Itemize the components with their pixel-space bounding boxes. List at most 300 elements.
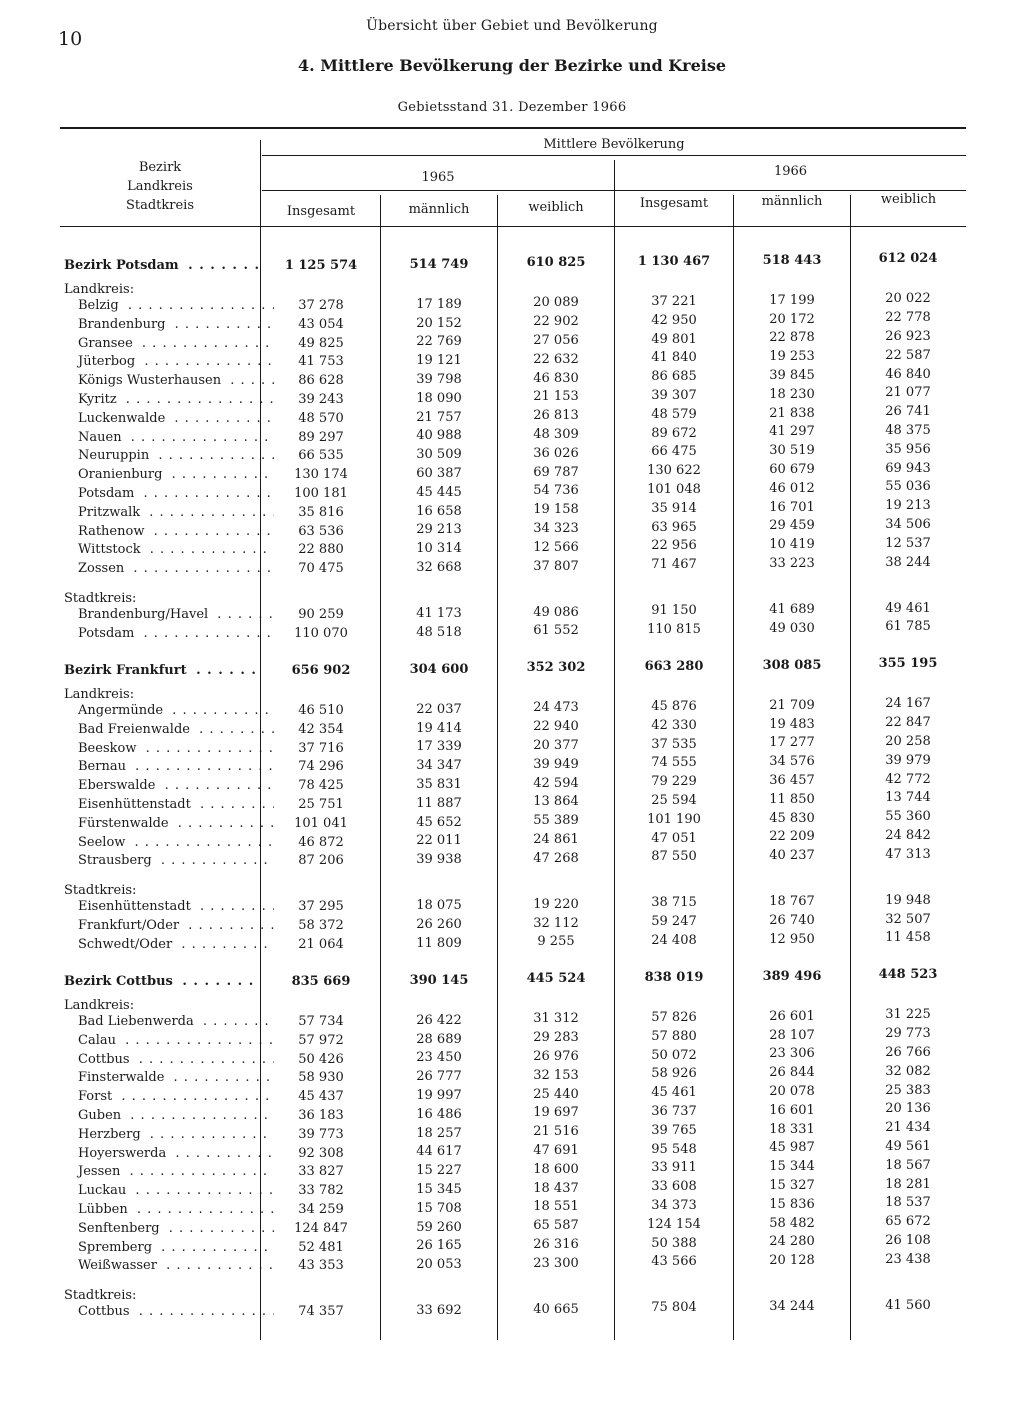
bezirk-label bbox=[60, 662, 260, 680]
value-insgesamt-1966: 38 715 bbox=[651, 895, 697, 911]
value-weiblich-1966: 38 244 bbox=[885, 554, 931, 570]
kreis-label bbox=[60, 466, 274, 484]
value-maennlich-1966: 26 844 bbox=[769, 1065, 815, 1081]
value-insgesamt-1965: 87 206 bbox=[298, 853, 344, 869]
value-insgesamt-1966: 50 072 bbox=[651, 1047, 697, 1063]
value-insgesamt-1966: 45 461 bbox=[651, 1085, 697, 1101]
value-weiblich-1966: 20 022 bbox=[885, 291, 931, 307]
value-weiblich-1966: 18 537 bbox=[885, 1195, 931, 1211]
table-subtitle: Gebietsstand 31. Dezember 1966 bbox=[397, 100, 627, 115]
value-insgesamt-1966: 66 475 bbox=[651, 444, 697, 460]
value-weiblich-1965: 24 473 bbox=[533, 700, 579, 716]
value-maennlich-1965: 30 509 bbox=[416, 447, 462, 463]
value-maennlich-1966: 18 331 bbox=[769, 1121, 815, 1137]
value-insgesamt-1965: 70 475 bbox=[298, 561, 344, 577]
row-label-text: Potsdam bbox=[78, 486, 138, 501]
group-heading: Mittlere Bevölkerung bbox=[543, 137, 685, 152]
value-weiblich-1965: 47 268 bbox=[533, 850, 579, 866]
stub-heading-landkreis: Landkreis bbox=[127, 179, 193, 194]
value-weiblich-1965: 42 594 bbox=[533, 775, 579, 791]
value-weiblich-1966: 19 213 bbox=[885, 498, 931, 514]
value-weiblich-1966: 42 772 bbox=[885, 771, 931, 787]
value-maennlich-1966: 17 199 bbox=[769, 292, 815, 308]
value-weiblich-1966: 21 077 bbox=[885, 385, 931, 401]
kreis-label bbox=[60, 917, 274, 935]
kreis-label bbox=[60, 1220, 274, 1238]
value-insgesamt-1966: 33 608 bbox=[651, 1179, 697, 1195]
kreis-label bbox=[60, 410, 274, 428]
value-insgesamt-1965: 92 308 bbox=[298, 1145, 344, 1161]
running-head: Übersicht über Gebiet und Bevölkerung bbox=[366, 18, 658, 34]
value-maennlich-1966: 16 701 bbox=[769, 499, 815, 515]
value-maennlich-1966: 19 253 bbox=[769, 349, 815, 365]
kreis-label bbox=[60, 1239, 274, 1257]
value-weiblich-1965: 22 902 bbox=[533, 314, 579, 330]
value-insgesamt-1965: 36 183 bbox=[298, 1108, 344, 1123]
col-heading-maennlich-1966: männlich bbox=[761, 194, 823, 209]
value-weiblich-1966: 49 561 bbox=[885, 1139, 931, 1154]
value-insgesamt-1965: 78 425 bbox=[298, 778, 344, 794]
value-weiblich-1965: 31 312 bbox=[533, 1011, 579, 1027]
value-maennlich-1965: 32 668 bbox=[416, 559, 462, 575]
value-weiblich-1965: 26 316 bbox=[533, 1237, 579, 1252]
value-maennlich-1965: 19 121 bbox=[416, 353, 462, 369]
value-maennlich-1966: 18 230 bbox=[769, 386, 815, 402]
value-maennlich-1966: 26 740 bbox=[769, 912, 815, 928]
value-maennlich-1965: 26 422 bbox=[416, 1012, 462, 1028]
value-weiblich-1965: 13 864 bbox=[533, 794, 579, 810]
value-insgesamt-1966: 75 804 bbox=[651, 1300, 697, 1316]
value-maennlich-1965: 39 798 bbox=[416, 371, 462, 387]
bezirk-row bbox=[0, 656, 1024, 680]
row-label-text: Cottbus bbox=[78, 1052, 134, 1067]
value-weiblich-1965: 34 323 bbox=[533, 521, 579, 536]
kreis-label bbox=[60, 702, 274, 720]
kreis-label bbox=[60, 625, 274, 643]
value-insgesamt-1966: 34 373 bbox=[651, 1198, 697, 1213]
value-insgesamt-1966: 101 048 bbox=[647, 482, 701, 497]
row-label-text: Cottbus bbox=[78, 1304, 134, 1319]
value-maennlich-1965: 35 831 bbox=[416, 776, 462, 792]
value-insgesamt-1966: 838 019 bbox=[644, 970, 704, 985]
value-insgesamt-1965: 35 816 bbox=[298, 504, 344, 520]
kreis-label bbox=[60, 541, 274, 559]
value-insgesamt-1966: 47 051 bbox=[651, 830, 697, 846]
value-weiblich-1965: 19 158 bbox=[533, 502, 579, 518]
value-weiblich-1965: 18 437 bbox=[533, 1180, 579, 1196]
kreis-label bbox=[60, 429, 274, 447]
bezirk-row bbox=[0, 251, 1024, 275]
value-maennlich-1966: 18 767 bbox=[769, 894, 815, 910]
value-weiblich-1966: 22 847 bbox=[885, 715, 931, 731]
value-maennlich-1965: 23 450 bbox=[416, 1050, 462, 1066]
value-weiblich-1965: 39 949 bbox=[533, 756, 579, 772]
row-label-text: Potsdam bbox=[78, 626, 138, 641]
value-insgesamt-1965: 57 734 bbox=[298, 1014, 344, 1029]
value-maennlich-1965: 41 173 bbox=[416, 605, 462, 621]
kreis-label bbox=[60, 1088, 274, 1106]
value-maennlich-1965: 18 090 bbox=[416, 390, 462, 406]
value-maennlich-1966: 30 519 bbox=[769, 443, 815, 459]
value-insgesamt-1965: 110 070 bbox=[294, 626, 348, 641]
value-insgesamt-1966: 110 815 bbox=[647, 622, 701, 637]
value-maennlich-1966: 389 496 bbox=[762, 968, 822, 984]
value-insgesamt-1965: 50 426 bbox=[298, 1051, 344, 1067]
value-maennlich-1965: 16 658 bbox=[416, 503, 462, 519]
value-maennlich-1965: 390 145 bbox=[409, 972, 469, 988]
value-maennlich-1966: 36 457 bbox=[769, 772, 815, 788]
value-insgesamt-1965: 45 437 bbox=[298, 1089, 344, 1105]
value-weiblich-1965: 18 551 bbox=[533, 1199, 579, 1215]
value-maennlich-1965: 22 037 bbox=[416, 701, 462, 717]
value-weiblich-1966: 55 360 bbox=[885, 809, 931, 825]
kreis-label bbox=[60, 297, 274, 315]
kreis-label bbox=[60, 353, 274, 371]
value-maennlich-1965: 11 809 bbox=[416, 935, 462, 951]
row-label-text: Beeskow bbox=[78, 741, 140, 756]
value-weiblich-1966: 18 567 bbox=[885, 1157, 931, 1173]
value-maennlich-1965: 45 445 bbox=[416, 484, 462, 500]
value-weiblich-1966: 49 461 bbox=[885, 600, 931, 616]
value-maennlich-1966: 41 689 bbox=[769, 601, 815, 617]
table-title: 4. Mittlere Bevölkerung der Bezirke und Kreise bbox=[297, 56, 727, 75]
value-maennlich-1965: 22 769 bbox=[416, 334, 462, 350]
value-weiblich-1965: 29 283 bbox=[533, 1030, 579, 1046]
row-label-text: Lübben bbox=[78, 1202, 132, 1217]
value-weiblich-1966: 41 560 bbox=[885, 1297, 931, 1313]
value-weiblich-1966: 26 766 bbox=[885, 1045, 931, 1060]
value-maennlich-1966: 41 297 bbox=[769, 424, 815, 440]
value-maennlich-1965: 514 749 bbox=[409, 256, 469, 272]
value-weiblich-1965: 21 516 bbox=[533, 1124, 579, 1140]
value-weiblich-1966: 12 537 bbox=[885, 535, 931, 551]
value-maennlich-1965: 59 260 bbox=[416, 1219, 462, 1235]
kreis-label bbox=[60, 1182, 274, 1200]
row-label-text: Königs Wusterhausen bbox=[78, 373, 225, 388]
kreis-label bbox=[60, 852, 274, 870]
col-heading-weiblich-1966: weiblich bbox=[880, 192, 937, 207]
value-weiblich-1966: 34 506 bbox=[885, 517, 931, 532]
row-label-text: Oranienburg bbox=[78, 467, 166, 482]
value-insgesamt-1966: 37 535 bbox=[651, 736, 697, 752]
kreis-label bbox=[60, 1163, 274, 1181]
value-maennlich-1966: 33 223 bbox=[769, 555, 815, 571]
value-insgesamt-1965: 86 628 bbox=[298, 373, 344, 389]
value-maennlich-1965: 60 387 bbox=[416, 465, 462, 481]
value-insgesamt-1965: 49 825 bbox=[298, 335, 344, 351]
value-insgesamt-1965: 48 570 bbox=[298, 410, 344, 426]
value-maennlich-1965: 18 075 bbox=[416, 898, 462, 914]
value-weiblich-1966: 24 842 bbox=[885, 828, 931, 843]
value-insgesamt-1965: 90 259 bbox=[298, 607, 344, 623]
value-maennlich-1965: 22 011 bbox=[416, 833, 462, 849]
row-label-text: Wittstock bbox=[78, 542, 145, 557]
value-maennlich-1966: 34 244 bbox=[769, 1299, 815, 1315]
value-insgesamt-1965: 21 064 bbox=[298, 937, 344, 952]
value-insgesamt-1966: 35 914 bbox=[651, 500, 697, 516]
value-weiblich-1966: 61 785 bbox=[885, 619, 931, 635]
value-maennlich-1965: 39 938 bbox=[416, 852, 462, 868]
value-weiblich-1965: 46 830 bbox=[533, 370, 579, 386]
value-maennlich-1965: 44 617 bbox=[416, 1144, 462, 1160]
value-weiblich-1965: 65 587 bbox=[533, 1218, 579, 1234]
value-insgesamt-1965: 37 716 bbox=[298, 740, 344, 756]
value-maennlich-1965: 48 518 bbox=[416, 624, 462, 640]
row-label-text: Weißwasser bbox=[78, 1258, 161, 1273]
value-weiblich-1966: 25 383 bbox=[885, 1082, 931, 1098]
value-weiblich-1966: 448 523 bbox=[878, 967, 938, 983]
value-insgesamt-1966: 74 555 bbox=[651, 755, 697, 771]
value-maennlich-1966: 15 836 bbox=[769, 1196, 815, 1212]
value-weiblich-1966: 35 956 bbox=[885, 441, 931, 457]
value-insgesamt-1965: 41 753 bbox=[298, 354, 344, 370]
header-bottom-rule bbox=[60, 226, 966, 227]
value-maennlich-1966: 17 277 bbox=[769, 735, 815, 751]
table-row bbox=[0, 846, 1024, 870]
value-insgesamt-1966: 41 840 bbox=[651, 350, 697, 366]
kreis-label bbox=[60, 1069, 274, 1087]
kreis-label bbox=[60, 523, 274, 541]
row-label-text: Strausberg bbox=[78, 853, 156, 868]
value-insgesamt-1966: 39 307 bbox=[651, 388, 697, 403]
value-maennlich-1966: 58 482 bbox=[769, 1215, 815, 1231]
bezirk-row bbox=[0, 967, 1024, 991]
row-label-text: Bad Liebenwerda bbox=[78, 1014, 198, 1029]
value-insgesamt-1965: 58 930 bbox=[298, 1070, 344, 1086]
year-1966-heading: 1966 bbox=[773, 164, 808, 179]
value-insgesamt-1966: 25 594 bbox=[651, 793, 697, 808]
kreis-label bbox=[60, 936, 274, 954]
kreis-label bbox=[60, 815, 274, 833]
value-maennlich-1965: 40 988 bbox=[416, 428, 462, 444]
value-insgesamt-1966: 89 672 bbox=[651, 425, 697, 441]
value-maennlich-1966: 40 237 bbox=[769, 848, 815, 864]
row-label-text: Senftenberg bbox=[78, 1221, 164, 1236]
header-group-rule bbox=[262, 155, 966, 156]
value-insgesamt-1966: 43 566 bbox=[651, 1254, 697, 1270]
row-label-text: Fürstenwalde bbox=[78, 816, 173, 831]
value-maennlich-1965: 10 314 bbox=[416, 541, 462, 557]
value-maennlich-1965: 20 053 bbox=[416, 1257, 462, 1273]
kreis-label bbox=[60, 721, 274, 739]
value-weiblich-1965: 352 302 bbox=[526, 660, 586, 676]
value-weiblich-1966: 65 672 bbox=[885, 1214, 931, 1230]
value-maennlich-1965: 26 777 bbox=[416, 1069, 462, 1085]
value-weiblich-1965: 610 825 bbox=[526, 255, 586, 271]
value-maennlich-1965: 15 345 bbox=[416, 1181, 462, 1197]
row-label-text: Landkreis: bbox=[64, 998, 138, 1013]
value-insgesamt-1965: 124 847 bbox=[294, 1220, 348, 1236]
row-label-text: Jessen bbox=[78, 1164, 124, 1179]
value-insgesamt-1966: 57 826 bbox=[651, 1010, 697, 1025]
row-label-text: Stadtkreis: bbox=[64, 591, 140, 606]
year-1965-heading: 1965 bbox=[421, 170, 455, 185]
value-maennlich-1966: 45 830 bbox=[769, 810, 815, 826]
value-insgesamt-1966: 22 956 bbox=[651, 538, 697, 554]
value-weiblich-1966: 47 313 bbox=[885, 846, 931, 862]
row-label-text: Seelow bbox=[78, 835, 129, 850]
value-weiblich-1965: 9 255 bbox=[537, 934, 575, 950]
value-weiblich-1965: 24 861 bbox=[533, 832, 579, 847]
kreis-label bbox=[60, 1126, 274, 1144]
col-heading-insgesamt-1966: Insgesamt bbox=[639, 196, 709, 211]
value-maennlich-1965: 33 692 bbox=[416, 1303, 462, 1319]
value-maennlich-1966: 22 878 bbox=[769, 330, 815, 346]
value-maennlich-1966: 12 950 bbox=[769, 931, 815, 947]
value-insgesamt-1966: 42 330 bbox=[651, 717, 697, 733]
value-maennlich-1965: 16 486 bbox=[416, 1106, 462, 1122]
value-weiblich-1965: 36 026 bbox=[533, 445, 579, 461]
value-maennlich-1966: 11 850 bbox=[769, 791, 815, 807]
kreis-label bbox=[60, 740, 274, 758]
value-weiblich-1966: 39 979 bbox=[885, 752, 931, 768]
value-insgesamt-1965: 43 353 bbox=[298, 1258, 344, 1274]
row-label-text: Rathenow bbox=[78, 524, 148, 539]
value-insgesamt-1966: 45 876 bbox=[651, 699, 697, 714]
table-top-rule bbox=[60, 127, 966, 129]
value-weiblich-1966: 19 948 bbox=[885, 892, 931, 908]
value-maennlich-1966: 28 107 bbox=[769, 1027, 815, 1043]
table-row bbox=[0, 1297, 1024, 1321]
row-label-text: Bezirk Frankfurt bbox=[64, 663, 191, 678]
row-label-text: Bezirk Potsdam bbox=[64, 258, 183, 273]
row-label-text: Neuruppin bbox=[78, 448, 153, 463]
kreis-label bbox=[60, 1032, 274, 1050]
row-label-text: Gransee bbox=[78, 336, 137, 351]
value-insgesamt-1966: 48 579 bbox=[651, 406, 697, 422]
value-maennlich-1966: 46 012 bbox=[769, 480, 815, 496]
row-label-text: Eisenhüttenstadt bbox=[78, 797, 195, 812]
value-weiblich-1965: 25 440 bbox=[533, 1086, 579, 1102]
value-maennlich-1965: 29 213 bbox=[416, 522, 462, 538]
row-label-text: Stadtkreis: bbox=[64, 1288, 140, 1303]
value-weiblich-1966: 32 082 bbox=[885, 1063, 931, 1079]
value-insgesamt-1965: 42 354 bbox=[298, 721, 344, 737]
value-insgesamt-1965: 34 259 bbox=[298, 1202, 344, 1217]
value-insgesamt-1966: 37 221 bbox=[651, 294, 697, 309]
kreis-label bbox=[60, 316, 274, 334]
row-label-text: Kyritz bbox=[78, 392, 121, 407]
value-weiblich-1965: 18 600 bbox=[533, 1161, 579, 1177]
value-weiblich-1966: 13 744 bbox=[885, 790, 931, 806]
col-heading-insgesamt-1965: Insgesamt bbox=[286, 204, 356, 219]
value-maennlich-1966: 22 209 bbox=[769, 829, 815, 845]
row-label-text: Stadtkreis: bbox=[64, 883, 140, 898]
value-maennlich-1965: 17 339 bbox=[416, 739, 462, 755]
value-weiblich-1966: 46 840 bbox=[885, 366, 931, 382]
value-weiblich-1965: 61 552 bbox=[533, 623, 579, 639]
value-maennlich-1965: 18 257 bbox=[416, 1125, 462, 1141]
value-weiblich-1965: 12 566 bbox=[533, 539, 579, 555]
value-insgesamt-1965: 656 902 bbox=[291, 663, 351, 678]
value-insgesamt-1966: 58 926 bbox=[651, 1066, 697, 1082]
value-maennlich-1965: 20 152 bbox=[416, 315, 462, 331]
value-maennlich-1965: 26 165 bbox=[416, 1238, 462, 1254]
value-maennlich-1966: 16 601 bbox=[769, 1102, 815, 1118]
value-maennlich-1965: 19 414 bbox=[416, 720, 462, 736]
value-maennlich-1965: 304 600 bbox=[409, 661, 469, 677]
value-insgesamt-1965: 101 041 bbox=[294, 815, 348, 831]
kreis-label bbox=[60, 372, 274, 390]
value-maennlich-1966: 45 987 bbox=[769, 1140, 815, 1156]
value-insgesamt-1966: 95 548 bbox=[651, 1141, 697, 1157]
value-weiblich-1965: 21 153 bbox=[533, 389, 579, 405]
value-insgesamt-1965: 63 536 bbox=[298, 523, 344, 539]
row-label-text: Bad Freienwalde bbox=[78, 722, 194, 737]
value-weiblich-1965: 20 089 bbox=[533, 295, 579, 311]
value-maennlich-1966: 21 838 bbox=[769, 405, 815, 421]
value-maennlich-1966: 49 030 bbox=[769, 620, 815, 636]
value-insgesamt-1966: 130 622 bbox=[647, 463, 701, 479]
value-insgesamt-1965: 57 972 bbox=[298, 1032, 344, 1048]
row-label-text: Jüterbog bbox=[78, 354, 139, 369]
col-heading-maennlich-1965: männlich bbox=[408, 202, 470, 217]
value-weiblich-1965: 49 086 bbox=[533, 604, 579, 620]
kreis-label bbox=[60, 1107, 274, 1125]
value-weiblich-1965: 445 524 bbox=[526, 971, 586, 987]
value-weiblich-1965: 26 813 bbox=[533, 408, 579, 424]
value-weiblich-1965: 47 691 bbox=[533, 1143, 579, 1158]
kreis-label bbox=[60, 1013, 274, 1031]
value-maennlich-1965: 11 887 bbox=[416, 795, 462, 811]
kreis-label bbox=[60, 335, 274, 353]
value-weiblich-1965: 32 153 bbox=[533, 1067, 579, 1083]
value-insgesamt-1965: 46 872 bbox=[298, 834, 344, 850]
value-weiblich-1966: 31 225 bbox=[885, 1007, 931, 1023]
value-weiblich-1965: 32 112 bbox=[533, 915, 579, 931]
value-insgesamt-1966: 663 280 bbox=[644, 659, 704, 674]
value-weiblich-1966: 21 434 bbox=[885, 1120, 931, 1136]
value-insgesamt-1965: 89 297 bbox=[298, 429, 344, 445]
row-label-text: Hoyerswerda bbox=[78, 1146, 170, 1161]
value-maennlich-1966: 15 344 bbox=[769, 1159, 815, 1175]
kreis-label bbox=[60, 1145, 274, 1163]
value-weiblich-1966: 32 507 bbox=[885, 911, 931, 927]
value-weiblich-1966: 24 167 bbox=[885, 696, 931, 712]
value-maennlich-1965: 28 689 bbox=[416, 1031, 462, 1047]
value-maennlich-1966: 308 085 bbox=[762, 657, 822, 673]
value-insgesamt-1966: 63 965 bbox=[651, 519, 697, 535]
value-insgesamt-1965: 39 773 bbox=[298, 1126, 344, 1142]
row-label-text: Nauen bbox=[78, 430, 126, 445]
value-insgesamt-1966: 24 408 bbox=[651, 933, 697, 948]
value-weiblich-1965: 40 665 bbox=[533, 1301, 579, 1317]
value-weiblich-1965: 55 389 bbox=[533, 813, 579, 829]
value-insgesamt-1965: 43 054 bbox=[298, 316, 344, 332]
row-label-text: Frankfurt/Oder bbox=[78, 918, 183, 933]
value-weiblich-1965: 54 736 bbox=[533, 483, 579, 499]
value-insgesamt-1965: 33 782 bbox=[298, 1183, 344, 1199]
value-maennlich-1966: 60 679 bbox=[769, 461, 815, 477]
row-label-text: Guben bbox=[78, 1108, 125, 1123]
value-weiblich-1966: 29 773 bbox=[885, 1026, 931, 1042]
value-weiblich-1965: 37 807 bbox=[533, 558, 579, 574]
value-insgesamt-1965: 74 357 bbox=[298, 1304, 344, 1320]
row-label-text: Schwedt/Oder bbox=[78, 937, 176, 952]
value-insgesamt-1965: 58 372 bbox=[298, 918, 344, 934]
value-weiblich-1966: 23 438 bbox=[885, 1251, 931, 1267]
kreis-label bbox=[60, 758, 274, 776]
bezirk-label bbox=[60, 973, 260, 991]
row-label-text: Brandenburg/Havel bbox=[78, 607, 212, 622]
row-label-text: Pritzwalk bbox=[78, 505, 144, 520]
row-label-text: Luckau bbox=[78, 1183, 130, 1198]
value-maennlich-1966: 23 306 bbox=[769, 1046, 815, 1062]
value-insgesamt-1966: 1 130 467 bbox=[637, 254, 711, 269]
row-label-text: Spremberg bbox=[78, 1240, 156, 1255]
kreis-label bbox=[60, 606, 274, 624]
page-number: 10 bbox=[58, 28, 83, 50]
